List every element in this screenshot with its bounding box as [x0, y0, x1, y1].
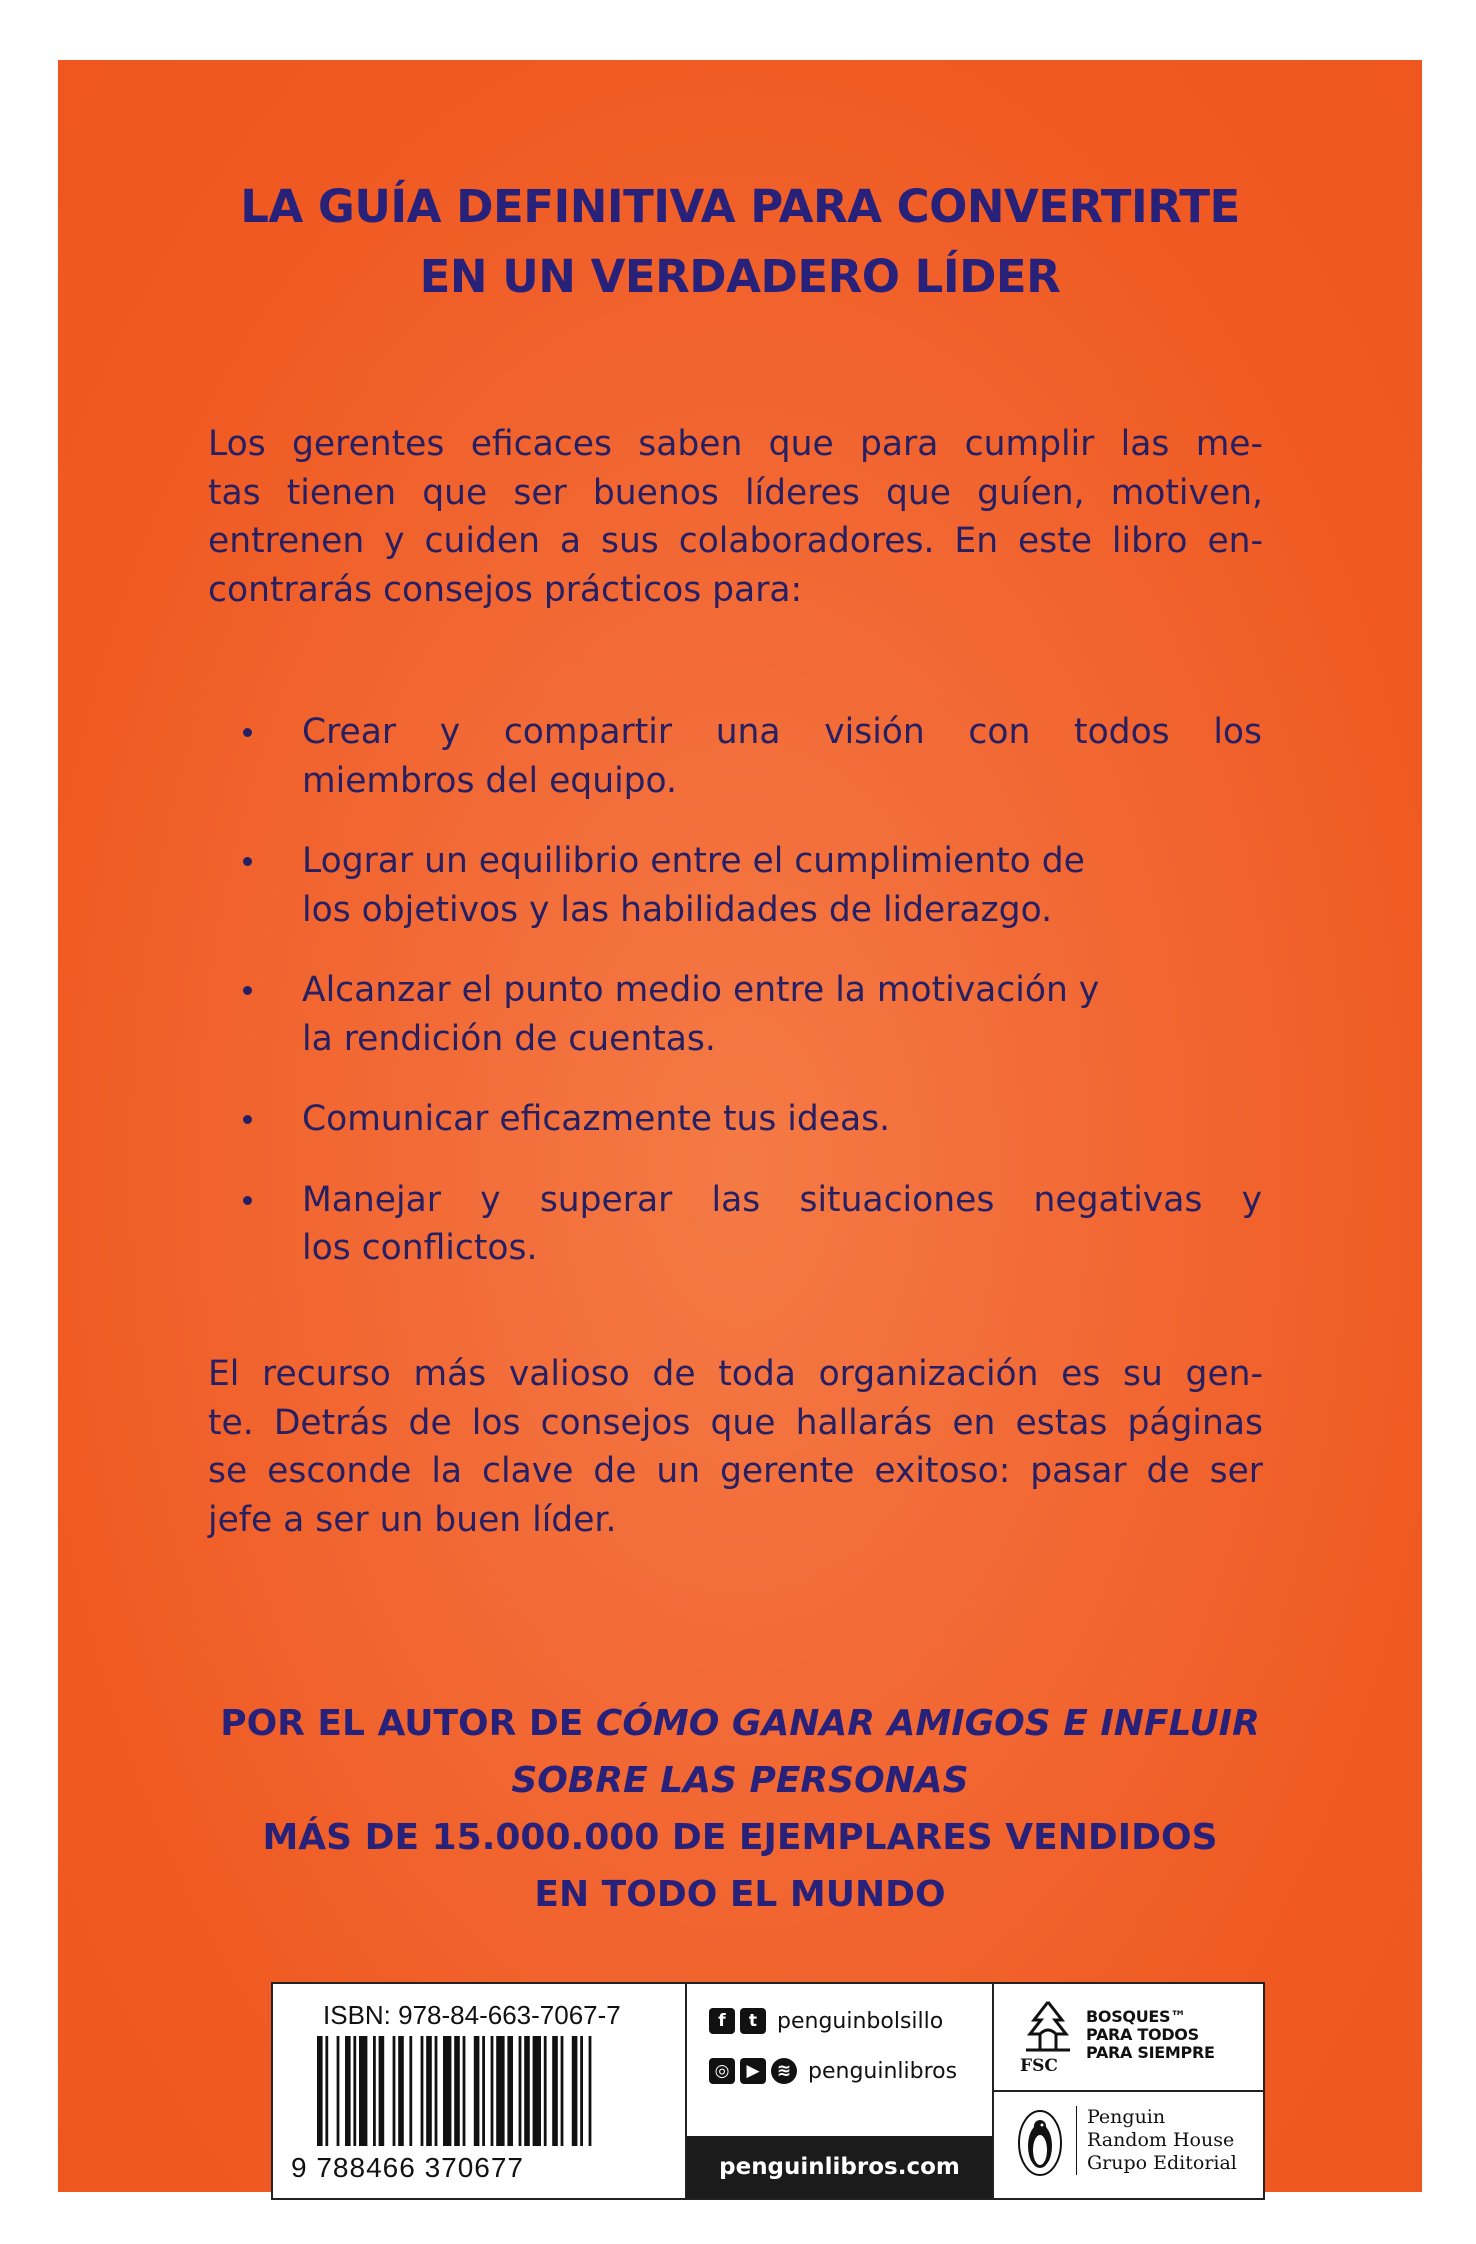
publisher-area: [992, 1984, 1263, 2198]
outro-line: jefe a ser un buen líder.: [208, 1499, 617, 1540]
bullet-line: los conflictos.: [302, 1228, 538, 1268]
barcode-area: [273, 1984, 685, 2198]
headline-line-2: EN UN VERDADERO LÍDER: [419, 250, 1061, 303]
bullet-line: Lograr un equilibrio entre el cumplimiento de: [302, 841, 1085, 881]
outro-line: se esconde la clave de un gerente exitoso: pasar de ser: [208, 1451, 1263, 1491]
bullet-item: [243, 1176, 1263, 1273]
book-back-cover: [58, 60, 1422, 2192]
bullet-line: miembros del equipo.: [302, 760, 678, 801]
barcode-digits: 9 788466 370677: [291, 2152, 524, 2183]
intro-line: contrarás consejos prácticos para:: [208, 569, 803, 610]
promo-title-part-1: CÓMO GANAR AMIGOS E INFLUIR: [595, 1703, 1260, 1744]
publisher-line: Grupo Editorial: [1087, 2152, 1237, 2174]
fsc-slogan: [1086, 2008, 1215, 2062]
promo-title-part-2: SOBRE LAS PERSONAS: [511, 1760, 969, 1801]
bullet-item: [243, 1095, 1263, 1144]
publisher-name: [1076, 2106, 1237, 2175]
headline: [58, 172, 1422, 312]
bullet-line: Comunicar eficazmente tus ideas.: [302, 1099, 891, 1139]
barcode-icon: [317, 2036, 673, 2146]
spotify-icon: ≋: [771, 2058, 797, 2084]
intro-line: Los gerentes eficaces saben que para cumplir las me-: [208, 424, 1263, 464]
fsc-block: [994, 1984, 1263, 2092]
bullet-dot-icon: [243, 986, 252, 995]
outro-line: te. Detrás de los consejos que hallarás en estas páginas: [208, 1402, 1263, 1443]
bullet-line: Crear y compartir una visión con todos los: [302, 712, 1262, 752]
bullet-list: [243, 708, 1263, 1305]
intro-line: tas tienen que ser buenos líderes que guíen, motiven,: [208, 472, 1263, 513]
website-link[interactable]: penguinlibros.com: [687, 2136, 992, 2198]
penguin-logo-icon: [1016, 2108, 1064, 2178]
isbn-label: ISBN: 978-84-663-7067-7: [323, 2000, 621, 2030]
bullet-dot-icon: [243, 1115, 252, 1124]
fsc-slogan-line: PARA SIEMPRE: [1086, 2043, 1215, 2062]
promo-sales-2: EN TODO EL MUNDO: [534, 1874, 946, 1915]
social-handle[interactable]: penguinbolsillo: [777, 2008, 944, 2034]
promo-prefix: POR EL AUTOR DE: [220, 1703, 596, 1744]
twitter-icon: t: [740, 2008, 766, 2034]
bullet-dot-icon: [243, 728, 252, 737]
publisher-line: Penguin: [1087, 2106, 1166, 2128]
bullet-item: [243, 837, 1263, 934]
headline-line-1: LA GUÍA DEFINITIVA PARA CONVERTIRTE: [240, 180, 1240, 233]
footer-box: [271, 1982, 1265, 2200]
youtube-icon: ▶: [740, 2058, 766, 2084]
bullet-line: Alcanzar el punto medio entre la motivación y: [302, 970, 1100, 1010]
fsc-slogan-line: BOSQUES™: [1086, 2007, 1186, 2026]
bullet-item: [243, 708, 1263, 805]
publisher-line: Random House: [1087, 2129, 1235, 2151]
intro-paragraph: [208, 420, 1263, 614]
bullet-line: Manejar y superar las situaciones negativas y: [302, 1179, 1262, 1220]
fsc-slogan-line: PARA TODOS: [1086, 2025, 1199, 2044]
outro-paragraph: [208, 1350, 1263, 1544]
bullet-line: los objetivos y las habilidades de liderazgo.: [302, 889, 1053, 930]
social-area: [685, 1984, 992, 2198]
bullet-item: [243, 966, 1263, 1063]
social-row-1: [709, 2008, 943, 2034]
fsc-label: FSC: [1020, 2056, 1058, 2076]
promo-sales: MÁS DE 15.000.000 DE EJEMPLARES VENDIDOS: [262, 1817, 1218, 1858]
fsc-tree-icon: [1022, 1998, 1074, 2056]
bullet-dot-icon: [243, 857, 252, 866]
outro-line: El recurso más valioso de toda organización es su gen-: [208, 1354, 1263, 1394]
instagram-icon: ◎: [709, 2058, 735, 2084]
social-handle[interactable]: penguinlibros: [808, 2058, 958, 2084]
author-promo: [58, 1695, 1422, 1923]
bullet-line: la rendición de cuentas.: [302, 1018, 716, 1059]
social-row-2: [709, 2058, 957, 2084]
facebook-icon: f: [709, 2008, 735, 2034]
intro-line: entrenen y cuiden a sus colaboradores. En este libro en-: [208, 521, 1263, 561]
bullet-dot-icon: [243, 1196, 252, 1205]
